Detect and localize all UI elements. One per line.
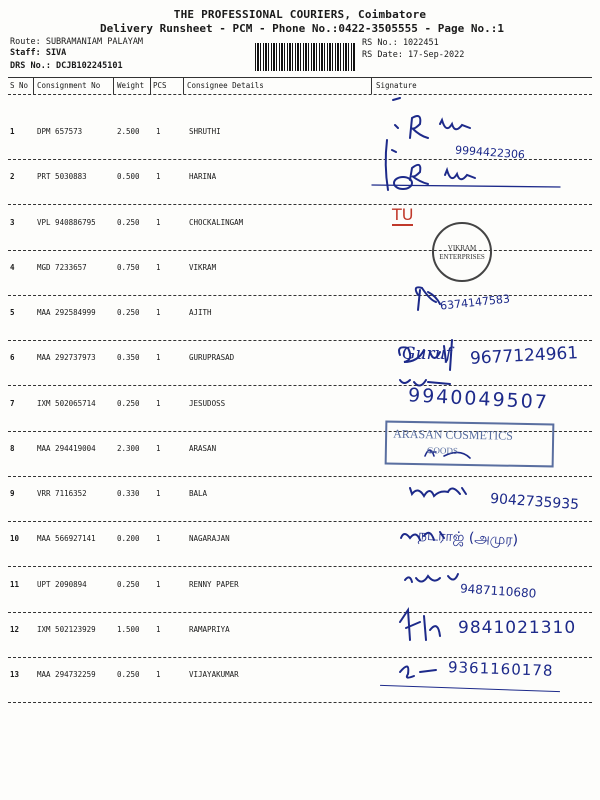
col-sno: S No xyxy=(10,81,29,90)
sig-stroke xyxy=(394,177,412,189)
row-consignee: AJITH xyxy=(189,308,212,317)
row-pcs: 1 xyxy=(156,127,161,136)
handwritten-phone: 6374147583 xyxy=(439,292,511,313)
row-weight: 0.200 xyxy=(117,534,140,544)
row-pcs: 1 xyxy=(156,579,161,589)
handwritten-underline xyxy=(380,685,560,692)
row-pcs: 1 xyxy=(156,262,161,272)
rs-number: RS No.: 1022451 xyxy=(362,38,439,48)
row-consignee: JESUDOSS xyxy=(189,398,226,408)
sig-stroke xyxy=(410,488,466,496)
sig-stroke xyxy=(393,98,400,100)
row-pcs: 1 xyxy=(156,534,161,544)
col-consignee: Consignee Details xyxy=(187,81,264,90)
row-consignee: VIJAYAKUMAR xyxy=(189,670,239,679)
handwritten-phone: 9677124961 xyxy=(469,343,579,369)
row-consignment-no: DPM 657573 xyxy=(37,127,83,136)
arasan-stamp-line2: GOODS xyxy=(426,445,458,456)
col-divider xyxy=(371,78,372,94)
row-consignment-no: PRT 5030883 xyxy=(37,172,87,182)
row-consignee: RAMAPRIYA xyxy=(189,624,230,634)
arasan-stamp-line1: ARASAN COSMETICS xyxy=(393,426,513,443)
row-divider xyxy=(8,657,592,658)
handwritten-tu-mark: TU xyxy=(392,205,414,224)
row-sno: 5 xyxy=(10,308,15,317)
row-pcs: 1 xyxy=(156,308,161,317)
row-sno: 4 xyxy=(10,262,15,272)
row-weight: 0.500 xyxy=(117,172,140,182)
row-weight: 0.250 xyxy=(117,579,140,589)
drs-number: DRS No.: DCJB102245101 xyxy=(10,61,123,71)
row-divider xyxy=(8,204,592,205)
row-sno: 9 xyxy=(10,489,15,498)
col-consignment: Consignment No xyxy=(37,81,101,90)
handwritten-signature: Guruf xyxy=(402,344,452,364)
col-divider xyxy=(183,78,184,94)
row-divider xyxy=(8,476,592,477)
row-consignment-no: VRR 7116352 xyxy=(37,489,87,498)
row-weight: 1.500 xyxy=(117,624,140,634)
sig-stroke xyxy=(445,170,475,179)
handwritten-signature: நடராஜ் (அமுர) xyxy=(417,527,519,549)
row-pcs: 1 xyxy=(156,670,161,679)
col-divider xyxy=(33,78,34,94)
rs-date: RS Date: 17-Sep-2022 xyxy=(362,50,465,60)
row-divider xyxy=(8,612,592,613)
row-consignment-no: MAA 294732259 xyxy=(37,670,96,679)
row-weight: 0.250 xyxy=(117,670,140,679)
col-divider xyxy=(150,78,151,94)
sig-stroke xyxy=(440,120,470,129)
row-sno: 8 xyxy=(10,443,15,453)
row-divider xyxy=(8,521,592,522)
row-divider xyxy=(8,385,592,386)
row-weight: 0.250 xyxy=(117,398,140,408)
sig-stroke xyxy=(410,165,428,184)
route-label: Route: SUBRAMANIAM PALAYAM xyxy=(10,37,144,47)
row-sno: 3 xyxy=(10,217,15,227)
row-weight: 2.500 xyxy=(117,127,140,136)
row-pcs: 1 xyxy=(156,443,161,453)
sig-stroke xyxy=(416,287,440,310)
row-weight: 0.330 xyxy=(117,489,140,498)
row-consignment-no: VPL 940886795 xyxy=(37,217,96,227)
row-consignee: BALA xyxy=(189,489,208,498)
runsheet-title: THE PROFESSIONAL COURIERS, Coimbatore xyxy=(173,8,427,21)
row-consignee: GURUPRASAD xyxy=(189,353,235,363)
handwritten-phone: 9042735935 xyxy=(489,490,580,514)
row-weight: 0.250 xyxy=(117,308,140,317)
handwritten-phone: 9487110680 xyxy=(459,581,537,601)
sig-stroke xyxy=(400,666,436,677)
header-rule-top xyxy=(8,77,592,78)
row-sno: 2 xyxy=(10,172,15,182)
sig-stroke xyxy=(400,610,440,640)
row-consignment-no: MGD 7233657 xyxy=(37,262,87,272)
row-consignment-no: IXM 502123929 xyxy=(37,624,96,634)
sig-stroke xyxy=(410,116,428,138)
row-sno: 6 xyxy=(10,353,15,363)
row-sno: 10 xyxy=(10,534,20,544)
row-consignee: CHOCKALINGAM xyxy=(189,217,244,227)
row-consignee: VIKRAM xyxy=(189,262,217,272)
col-divider xyxy=(113,78,114,94)
sig-stroke xyxy=(392,125,398,152)
header-rule-bottom xyxy=(8,94,592,95)
arasan-stamp xyxy=(385,421,555,468)
sig-stroke xyxy=(372,185,560,187)
row-pcs: 1 xyxy=(156,353,161,363)
row-consignee: ARASAN xyxy=(189,443,217,453)
row-consignee: RENNY PAPER xyxy=(189,579,239,589)
row-consignment-no: UPT 2090894 xyxy=(37,579,87,589)
row-consignee: HARINA xyxy=(189,172,217,182)
col-pcs: PCS xyxy=(153,81,167,90)
row-consignment-no: MAA 294419004 xyxy=(37,443,96,453)
row-sno: 13 xyxy=(10,670,20,679)
row-divider xyxy=(8,340,592,341)
row-sno: 11 xyxy=(10,579,20,589)
row-divider xyxy=(8,250,592,251)
staff-label: Staff: SIVA xyxy=(10,48,67,58)
row-consignment-no: MAA 292737973 xyxy=(37,353,96,363)
row-sno: 1 xyxy=(10,127,15,136)
barcode xyxy=(255,43,355,71)
sig-stroke xyxy=(405,574,458,582)
row-pcs: 1 xyxy=(156,398,161,408)
row-consignee: SHRUTHI xyxy=(189,127,221,136)
row-weight: 0.350 xyxy=(117,353,140,363)
row-weight: 2.300 xyxy=(117,443,140,453)
runsheet-subtitle: Delivery Runsheet - PCM - Phone No.:0422-3505555 - Page No.:1 xyxy=(100,22,504,35)
row-consignment-no: MAA 292584999 xyxy=(37,308,96,317)
row-weight: 0.250 xyxy=(117,217,140,227)
handwritten-phone: 9361160178 xyxy=(447,658,554,680)
row-pcs: 1 xyxy=(156,624,161,634)
col-weight: Weight xyxy=(117,81,145,90)
sig-stroke xyxy=(386,140,388,190)
handwritten-phone: 9841021310 xyxy=(458,618,577,638)
row-consignment-no: MAA 566927141 xyxy=(37,534,96,544)
row-sno: 7 xyxy=(10,398,15,408)
row-pcs: 1 xyxy=(156,172,161,182)
vikram-stamp xyxy=(432,222,492,282)
row-weight: 0.750 xyxy=(117,262,140,272)
row-pcs: 1 xyxy=(156,489,161,498)
handwritten-phone: 9940049507 xyxy=(407,384,550,414)
vikram-stamp-text: VIKRAM ENTERPRISES xyxy=(439,244,485,261)
row-consignee: NAGARAJAN xyxy=(189,534,230,544)
row-sno: 12 xyxy=(10,624,20,634)
row-consignment-no: IXM 502065714 xyxy=(37,398,96,408)
col-signature: Signature xyxy=(376,81,417,90)
row-divider xyxy=(8,566,592,567)
row-pcs: 1 xyxy=(156,217,161,227)
handwritten-phone: 9994422306 xyxy=(454,143,526,162)
row-divider xyxy=(8,702,592,703)
